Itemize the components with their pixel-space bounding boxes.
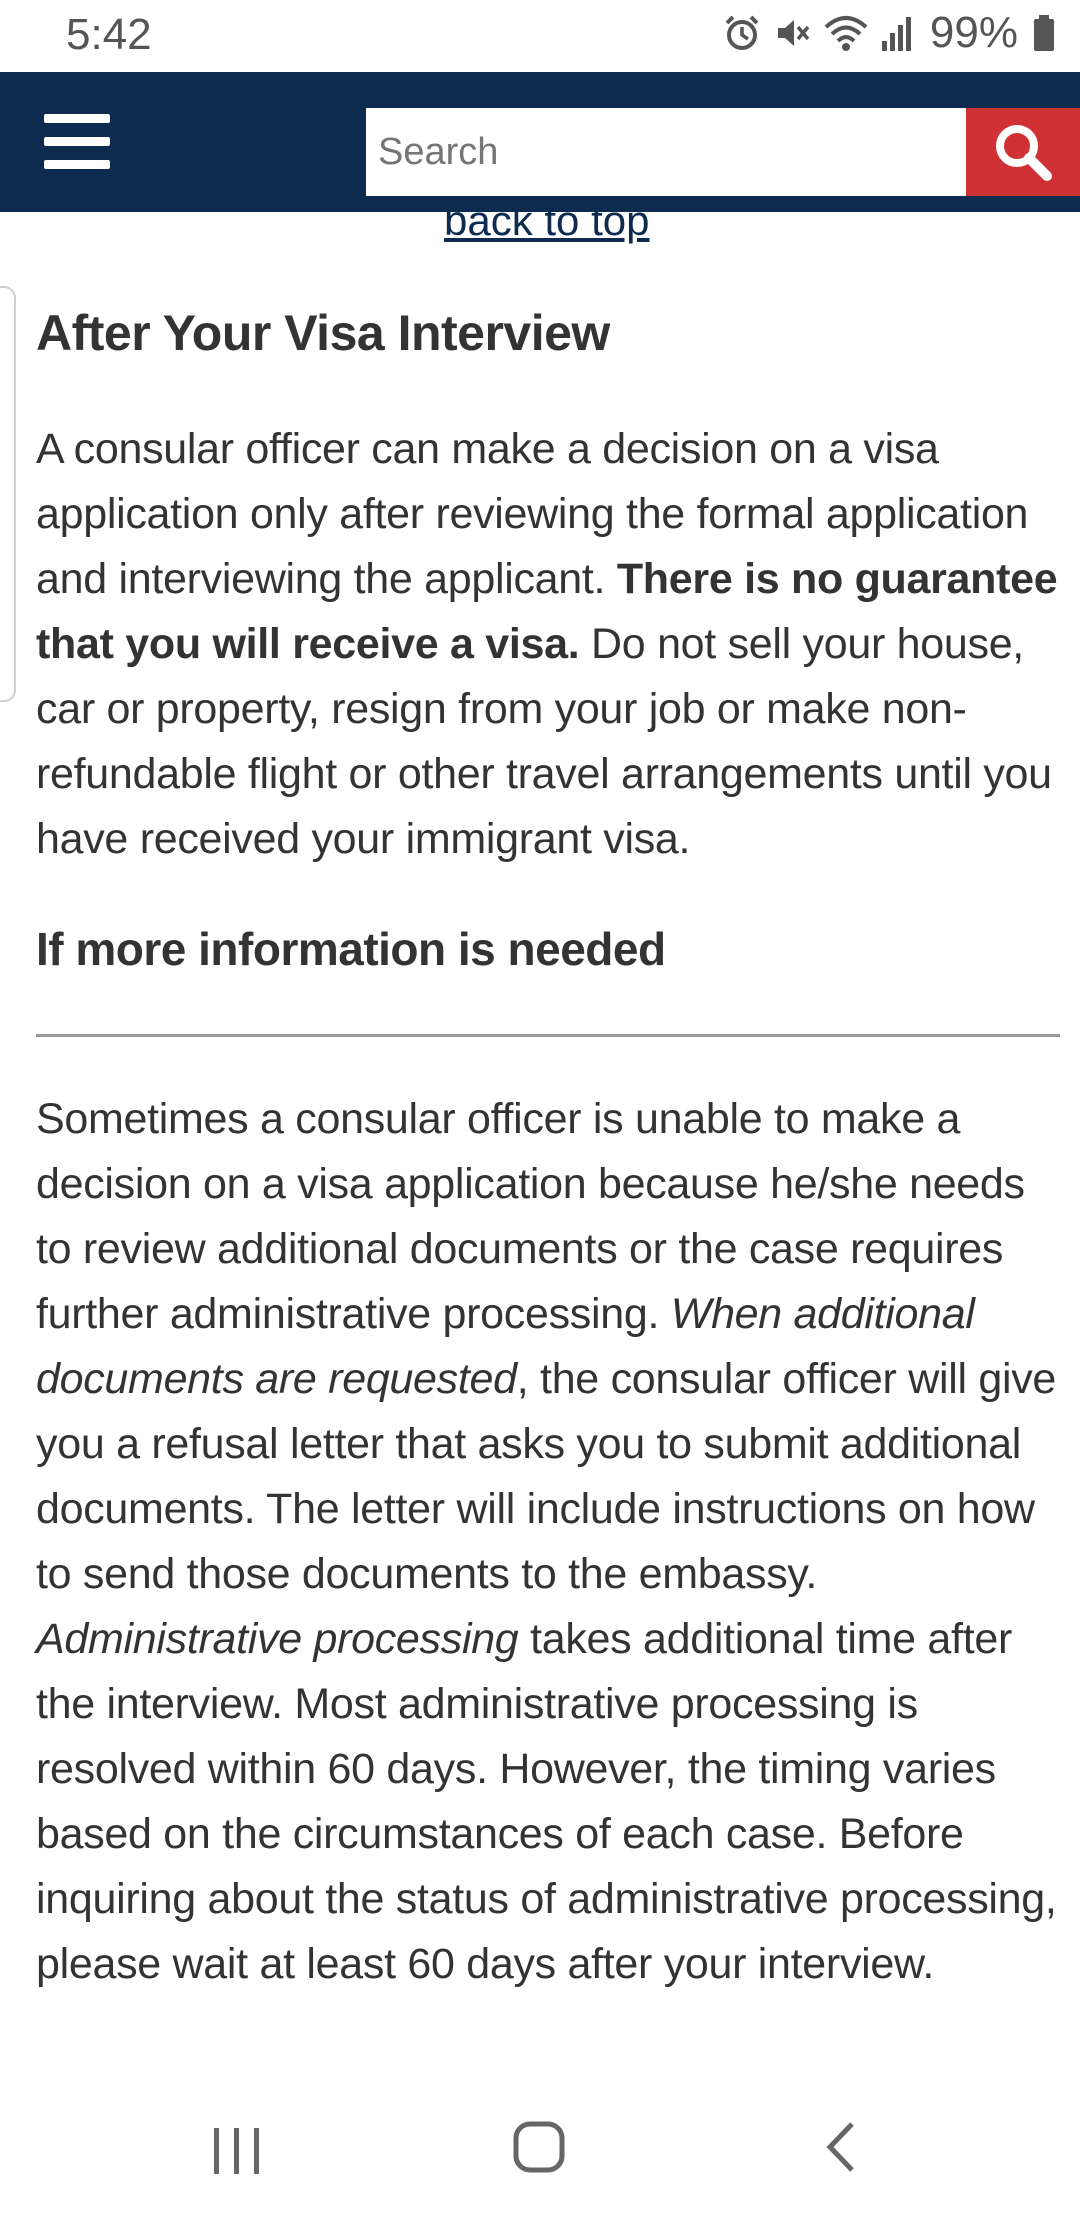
italic-term: When additional documents are requested — [36, 1290, 975, 1403]
paragraph-text: Sometimes a consular officer is unable to make a decision on a visa application because he/she needs to review additional documents or the case requires further administrative processing. — [36, 1095, 1025, 1338]
android-nav-bar — [0, 2090, 1080, 2220]
italic-term: Administrative processing — [36, 1615, 519, 1663]
subsection-title: If more information is needed — [36, 923, 666, 975]
paragraph-more-info — [36, 1087, 1060, 1997]
alarm-icon — [722, 13, 762, 53]
back-to-top-link[interactable]: back to top — [444, 197, 650, 244]
battery-icon — [1032, 13, 1056, 53]
paragraph-text: Do not sell your house, car or property, resign from your job or make non-refundable flight or other travel arrangements until you have received your immigrant visa. — [36, 620, 1052, 863]
search-icon — [991, 120, 1055, 184]
paragraph-text: A consular officer can make a decision on a visa application only after reviewing the formal application and interviewing the applicant. — [36, 425, 1029, 603]
site-header — [0, 72, 1080, 212]
side-panel-handle[interactable] — [0, 286, 16, 702]
paragraph-text: takes additional time after the interview. Most administrative processing is resolved within 60 days. However, the timing varies based on the circumstances of each case. Before inquiring about the status of administrative processing, please wait at least 60 days after your interview. — [36, 1615, 1057, 1988]
hamburger-menu-icon[interactable] — [44, 114, 110, 170]
recents-icon[interactable] — [212, 2126, 262, 2176]
signal-icon — [880, 13, 914, 53]
back-icon[interactable] — [822, 2120, 858, 2174]
home-icon[interactable] — [512, 2120, 566, 2174]
divider — [36, 1034, 1060, 1037]
paragraph-text: , the consular officer will give you a refusal letter that asks you to submit additional documents. The letter will include instructions on how to send those documents to the embassy. — [36, 1355, 1057, 1598]
status-bar — [0, 0, 1080, 72]
status-time: 5:42 — [66, 10, 152, 59]
search-input[interactable] — [366, 108, 966, 196]
bold-warning: There is no guarantee that you will receive a visa. — [36, 555, 1058, 668]
search-button[interactable] — [966, 108, 1080, 196]
status-icons — [722, 8, 1056, 58]
battery-percent: 99% — [929, 8, 1018, 57]
section-title: After Your Visa Interview — [36, 305, 610, 361]
wifi-icon — [822, 13, 870, 53]
paragraph-visa-decision — [36, 417, 1060, 872]
mute-icon — [772, 13, 812, 53]
